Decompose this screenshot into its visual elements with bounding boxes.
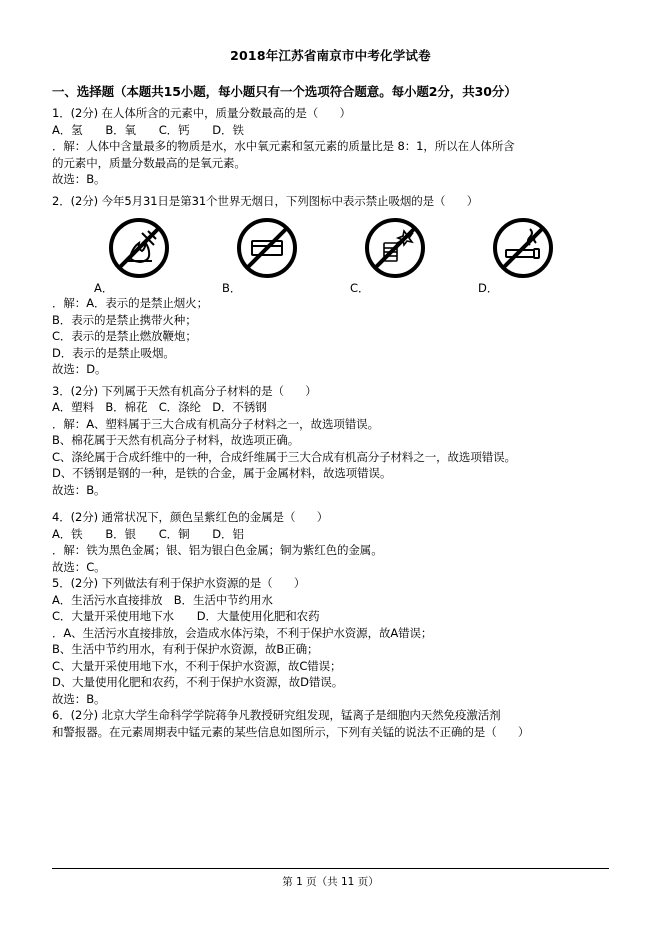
- question-2-option-d-label: D．: [478, 281, 499, 295]
- question-4-explanation-line-1: ．解：铁为黑色金属；银、铝为银白色金属；铜为紫红色的金属。: [52, 543, 383, 557]
- no-matches-icon: [236, 217, 298, 279]
- question-2-stem: 2．(2分) 今年5月31日是第31个世界无烟日，下列图标中表示禁止吸烟的是（ ）: [52, 193, 479, 208]
- question-2-explanation-line-4: D．表示的是禁止吸烟。: [52, 345, 175, 360]
- page-footer: 第 1 页（共 11 页）: [282, 876, 379, 888]
- question-3-explanation-line-3: C、涤纶属于合成纤维中的一种，合成纤维属于三大合成有机高分子材料之一，故选项错误。: [52, 449, 516, 464]
- question-6: [52, 707, 609, 740]
- question-1: [52, 105, 609, 188]
- question-2-option-b: [222, 217, 350, 295]
- question-2-icon-row: [52, 217, 609, 295]
- question-5-explanation-line-1: ．A、生活污水直接排放，会造成水体污染，不利于保护水资源，故A错误；: [52, 625, 433, 640]
- no-open-flame-icon: [108, 217, 170, 279]
- question-3-explanation-line-1: ．解：A、塑料属于三大合成有机高分子材料之一，故选项错误。: [52, 416, 379, 431]
- question-5-explanation-line-3: C、大量开采使用地下水，不利于保护水资源，故C错误；: [52, 658, 342, 673]
- no-fireworks-icon: [364, 217, 426, 279]
- question-4-options: A．铁 B．银 C．铜 D．铝: [52, 526, 244, 541]
- question-5-options-line-1: A．生活污水直接排放 B．生活中节约用水: [52, 592, 273, 607]
- question-1-explanation-line-2: 的元素中，质量分数最高的是氧元素。: [52, 155, 246, 170]
- footer-divider: [52, 868, 609, 869]
- question-4-answer: 故选：C。: [52, 559, 106, 574]
- question-2-answer: 故选：D。: [52, 362, 107, 376]
- question-2-option-b-label: B．: [222, 281, 242, 295]
- question-1-answer: 故选：B。: [52, 172, 106, 186]
- question-1-options: A．氢 B．氧 C．钙 D．铁: [52, 122, 244, 137]
- page-title: 2018年江苏省南京市中考化学试卷: [230, 48, 431, 63]
- question-5-explanation-line-2: B、生活中节约用水，有利于保护水资源，故B正确；: [52, 642, 319, 656]
- question-2-option-a: [94, 217, 222, 295]
- no-smoking-icon: [492, 217, 554, 279]
- question-2: [52, 193, 609, 378]
- question-3: [52, 383, 609, 499]
- question-3-stem: 3．(2分) 下列属于天然有机高分子材料的是（ ）: [52, 383, 317, 398]
- question-5-answer: 故选：B。: [52, 691, 106, 706]
- question-1-explanation-line-1: ．解：人体中含量最多的物质是水，水中氧元素和氢元素的质量比是 8：1，所以在人体所含: [52, 139, 515, 153]
- question-1-stem: 1．(2分) 在人体所含的元素中，质量分数最高的是（ ）: [52, 106, 351, 120]
- question-6-stem-line-2: 和警报器。在元素周期表中锰元素的某些信息如图所示，下列有关锰的说法不正确的是（ ）: [52, 724, 530, 739]
- question-5: [52, 575, 609, 707]
- question-2-option-d: [478, 217, 606, 295]
- question-2-option-c: [350, 217, 478, 295]
- question-3-answer: 故选：B。: [52, 482, 106, 497]
- question-3-explanation-line-4: D、不锈钢是钢的一种，是铁的合金，属于金属材料，故选项错误。: [52, 466, 392, 480]
- question-5-explanation-line-4: D、大量使用化肥和农药，不利于保护水资源，故D错误。: [52, 675, 344, 689]
- question-3-options: A．塑料 B．棉花 C．涤纶 D．不锈钢: [52, 400, 267, 414]
- question-2-explanation-line-3: C．表示的是禁止燃放鞭炮；: [52, 329, 197, 343]
- question-3-explanation-line-2: B、棉花属于天然有机高分子材料，故选项正确。: [52, 433, 300, 447]
- question-5-options-line-2: C．大量开采使用地下水 D．大量使用化肥和农药: [52, 609, 320, 623]
- question-2-option-a-label: A．: [94, 281, 114, 295]
- question-4: [52, 509, 609, 575]
- question-4-stem: 4．(2分) 通常状况下，颜色呈紫红色的金属是（ ）: [52, 510, 329, 524]
- question-5-stem: 5．(2分) 下列做法有利于保护水资源的是（ ）: [52, 576, 306, 590]
- section-heading: 一、选择题（本题共15小题，每小题只有一个选项符合题意。每小题2分，共30分）: [52, 84, 517, 99]
- question-2-explanation-line-2: B．表示的是禁止携带火种；: [52, 312, 197, 327]
- question-2-option-c-label: C．: [350, 281, 370, 295]
- question-6-stem-line-1: 6．(2分) 北京大学生命科学学院蒋争凡教授研究组发现，锰离子是细胞内天然免疫激活剂: [52, 708, 501, 722]
- question-2-explanation-line-1: ．解：A．表示的是禁止烟火；: [52, 296, 208, 310]
